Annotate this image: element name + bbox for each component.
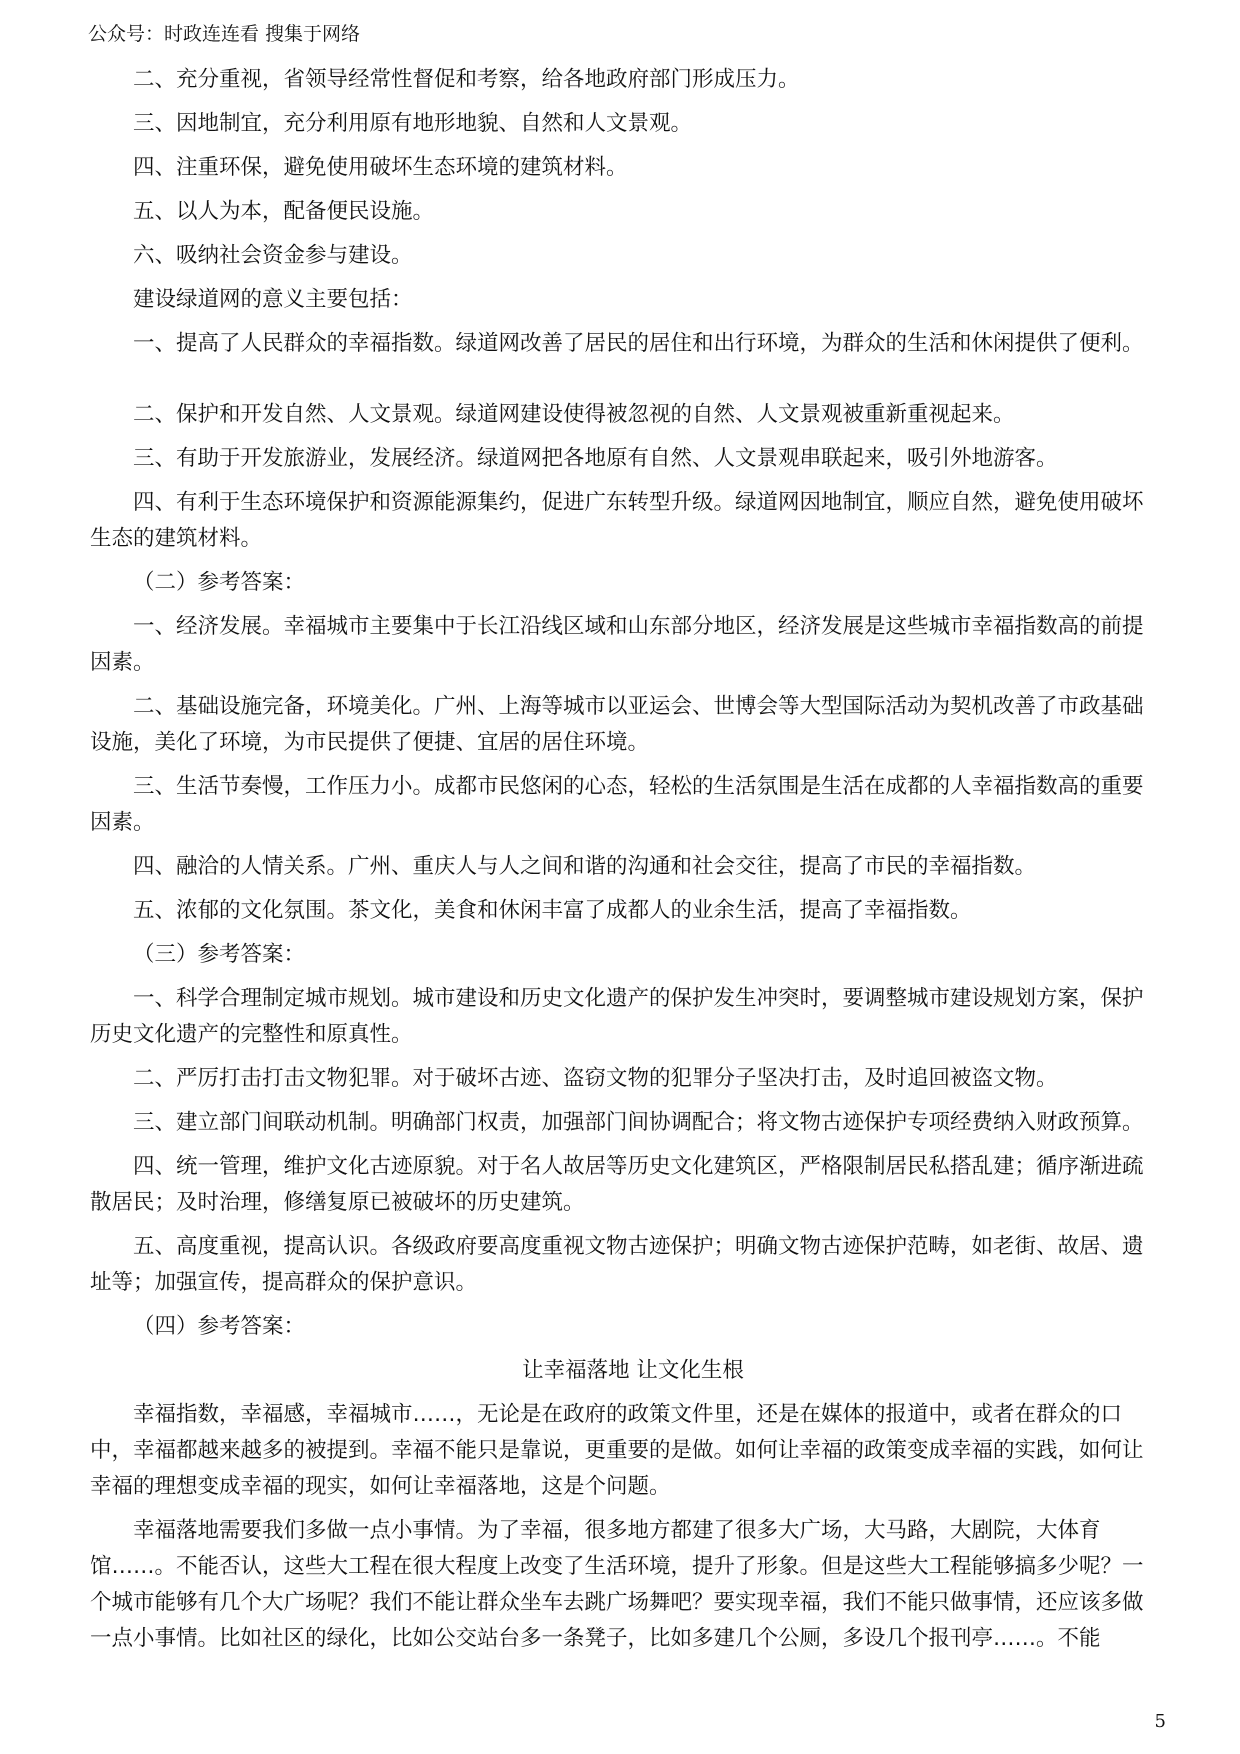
page-number: 5 (1154, 1711, 1166, 1732)
essay-title: 让幸福落地 让文化生根 (522, 1358, 744, 1383)
answer-item: 二、严厉打击打击文物犯罪。对于破坏古迹、盗窃文物的犯罪分子坚决打击，及时追回被盗文物。 (133, 1066, 1058, 1091)
page-header-source: 公众号：时政连连看 搜集于网络 (88, 23, 361, 45)
significance-item: 一、提高了人民群众的幸福指数。绿道网改善了居民的居住和出行环境，为群众的生活和休闲提供了便利。 (133, 331, 1144, 356)
document-body (90, 62, 1156, 1665)
significance-item: 四、有利于生态环境保护和资源能源集约，促进广东转型升级。绿道网因地制宜，顺应自然，避免使用破坏生态的建筑材料。 (90, 490, 1144, 551)
measure-item: 四、注重环保，避免使用破坏生态环境的建筑材料。 (133, 155, 628, 180)
answer-item: 四、融洽的人情关系。广州、重庆人与人之间和谐的沟通和社会交往，提高了市民的幸福指数。 (133, 854, 1037, 879)
section-heading-4: （四）参考答案： (133, 1314, 306, 1339)
answer-item: 三、生活节奏慢，工作压力小。成都市民悠闲的心态，轻松的生活氛围是生活在成都的人幸福指数高的重要因素。 (90, 774, 1144, 835)
answer-item: 三、建立部门间联动机制。明确部门权责，加强部门间协调配合；将文物古迹保护专项经费纳入财政预算。 (133, 1110, 1144, 1135)
section-heading-2: （二）参考答案： (133, 570, 306, 595)
answer-item: 一、科学合理制定城市规划。城市建设和历史文化遗产的保护发生冲突时，要调整城市建设规划方案，保护历史文化遗产的完整性和原真性。 (90, 986, 1144, 1047)
section-heading-3: （三）参考答案： (133, 942, 306, 967)
answer-item: 四、统一管理，维护文化古迹原貌。对于名人故居等历史文化建筑区，严格限制居民私搭乱建；循序渐进疏散居民；及时治理，修缮复原已被破坏的历史建筑。 (90, 1154, 1144, 1215)
answer-item: 五、高度重视，提高认识。各级政府要高度重视文物古迹保护；明确文物古迹保护范畴，如老街、故居、遗址等；加强宣传，提高群众的保护意识。 (90, 1234, 1144, 1295)
significance-intro: 建设绿道网的意义主要包括： (133, 287, 413, 312)
measure-item: 三、因地制宜，充分利用原有地形地貌、自然和人文景观。 (133, 111, 693, 136)
answer-item: 一、经济发展。幸福城市主要集中于长江沿线区域和山东部分地区，经济发展是这些城市幸福指数高的前提因素。 (90, 614, 1144, 675)
significance-item: 三、有助于开发旅游业，发展经济。绿道网把各地原有自然、人文景观串联起来，吸引外地游客。 (133, 446, 1058, 471)
significance-item: 二、保护和开发自然、人文景观。绿道网建设使得被忽视的自然、人文景观被重新重视起来。 (133, 402, 1015, 427)
measure-item: 五、以人为本，配备便民设施。 (133, 199, 435, 224)
measure-item: 六、吸纳社会资金参与建设。 (133, 243, 413, 268)
essay-paragraph: 幸福指数，幸福感，幸福城市……，无论是在政府的政策文件里，还是在媒体的报道中，或者在群众的口中，幸福都越来越多的被提到。幸福不能只是靠说，更重要的是做。如何让幸福的政策变成幸福的实践，如何让幸福的理想变成幸福的现实，如何让幸福落地，这是个问题。 (90, 1402, 1144, 1499)
essay-paragraph: 幸福落地需要我们多做一点小事情。为了幸福，很多地方都建了很多大广场，大马路，大剧院，大体育馆……。不能否认，这些大工程在很大程度上改变了生活环境，提升了形象。但是这些大工程能够搞多少呢？一个城市能够有几个大广场呢？我们不能让群众坐车去跳广场舞吧？要实现幸福，我们不能只做事情，还应该多做一点小事情。比如社区的绿化，比如公交站台多一条凳子，比如多建几个公厕，多设几个报刊亭……。不能 (90, 1518, 1144, 1651)
answer-item: 二、基础设施完备，环境美化。广州、上海等城市以亚运会、世博会等大型国际活动为契机改善了市政基础设施，美化了环境，为市民提供了便捷、宜居的居住环境。 (90, 694, 1144, 755)
answer-item: 五、浓郁的文化氛围。茶文化，美食和休闲丰富了成都人的业余生活，提高了幸福指数。 (133, 898, 972, 923)
measure-item: 二、充分重视，省领导经常性督促和考察，给各地政府部门形成压力。 (133, 67, 800, 92)
